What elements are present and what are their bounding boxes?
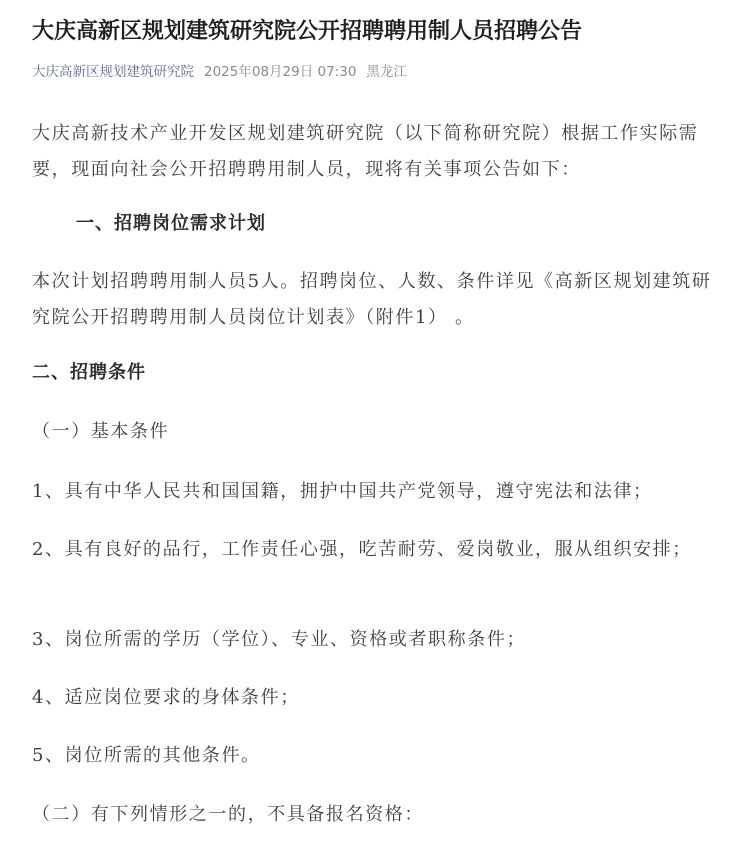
subsection-heading-2: （二）有下列情形之一的，不具备报名资格： xyxy=(32,804,424,825)
intro-paragraph: 大庆高新技术产业开发区规划建筑研究院（以下简称研究院）根据工作实际需要，现面向社会公开招聘聘用制人员，现将有关事项公告如下： xyxy=(32,123,699,180)
section-1-paragraph: 本次计划招聘聘用制人员5人。招聘岗位、人数、条件详见《高新区规划建筑研究院公开招聘聘用制人员岗位计划表》（附件1） 。 xyxy=(32,271,712,328)
condition-item-2: 2、具有良好的品行，工作责任心强，吃苦耐劳、爱岗敬业，服从组织安排； xyxy=(32,539,692,560)
account-name-link[interactable]: 大庆高新区规划建筑研究院 xyxy=(32,64,194,80)
condition-item-1: 1、具有中华人民共和国国籍，拥护中国共产党领导，遵守宪法和法律； xyxy=(32,481,653,502)
condition-item-4: 4、适应岗位要求的身体条件； xyxy=(32,687,300,708)
condition-item-3: 3、岗位所需的学历（学位）、专业、资格或者职称条件； xyxy=(32,629,527,650)
article-title: 大庆高新区规划建筑研究院公开招聘聘用制人员招聘公告 xyxy=(32,19,583,44)
condition-item-5: 5、岗位所需的其他条件。 xyxy=(32,745,261,766)
section-heading-1: 一、招聘岗位需求计划 xyxy=(76,213,266,234)
subsection-heading-1: （一）基本条件 xyxy=(32,421,170,442)
article-meta xyxy=(32,60,407,84)
publish-location: 黑龙江 xyxy=(366,64,407,80)
section-heading-2: 二、招聘条件 xyxy=(32,362,146,383)
publish-datetime: 2025年08月29日 07:30 xyxy=(204,64,357,80)
